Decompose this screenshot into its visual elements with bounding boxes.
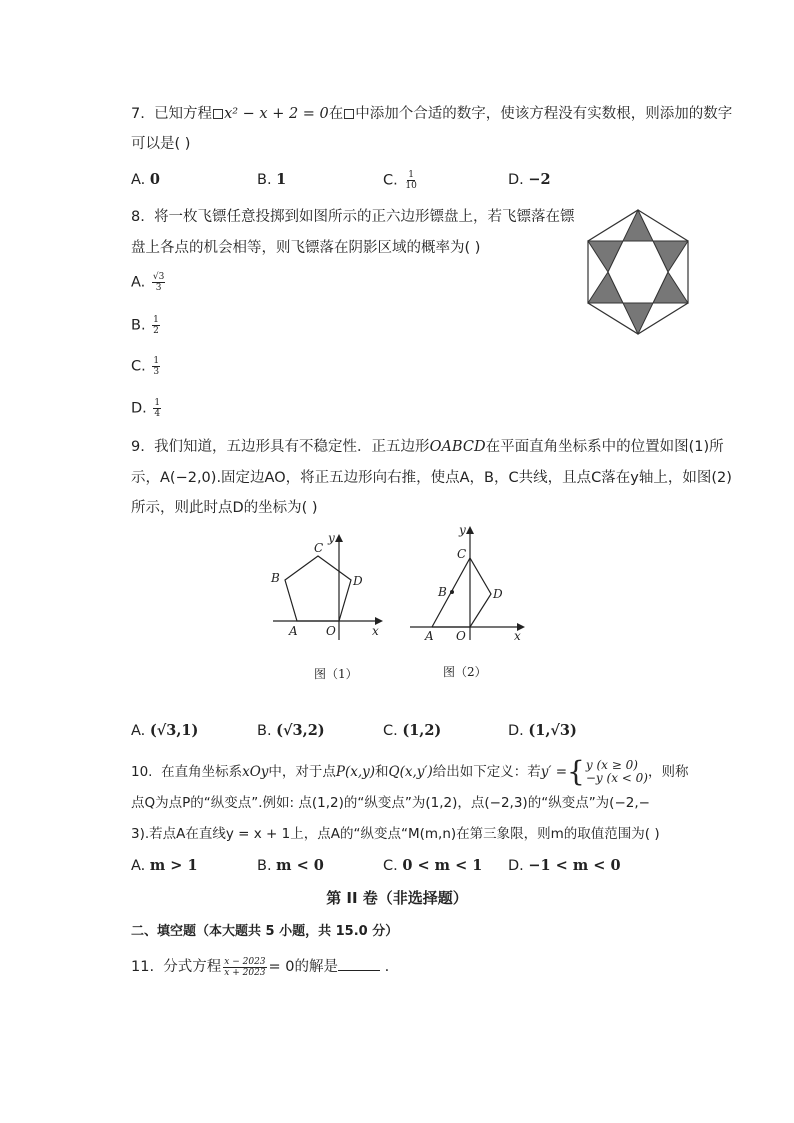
q8-option-c[interactable] xyxy=(131,356,162,377)
q7-text-b: 在 xyxy=(328,106,344,122)
q11-line xyxy=(131,956,389,978)
q10-case-1: y (x ≥ 0) xyxy=(585,758,638,772)
q8-option-a[interactable] xyxy=(131,272,167,293)
q10-option-b[interactable] xyxy=(257,856,324,876)
option-label: B. xyxy=(131,317,146,334)
option-value: m < 0 xyxy=(276,857,324,874)
hexagon-dartboard-figure xyxy=(580,207,696,337)
option-value: 0 xyxy=(149,171,160,188)
q9-figure-1 xyxy=(265,528,390,643)
q9-line1 xyxy=(131,437,724,457)
option-value: −2 xyxy=(528,171,551,188)
q11-text-c: . xyxy=(384,959,390,975)
y-axis-arrow-icon xyxy=(335,534,343,542)
option-label: A. xyxy=(131,723,146,739)
q10-math-3: Q(x,y′) xyxy=(388,764,433,780)
q7-option-d[interactable] xyxy=(508,170,551,190)
q8-option-b[interactable] xyxy=(131,315,162,336)
q10-option-d[interactable] xyxy=(508,856,621,876)
q10-math-1: xOy xyxy=(242,764,269,780)
q11-text-b: = 0的解是 xyxy=(268,959,339,975)
answer-blank[interactable] xyxy=(338,956,380,971)
option-label: C. xyxy=(131,358,146,375)
q11-number: 11. xyxy=(131,959,155,975)
q10-line1 xyxy=(131,755,689,788)
q9-figure-2 xyxy=(404,520,534,645)
option-fraction: $\frac{1}{2}$ xyxy=(153,315,159,336)
q10-text-d: 给出如下定义：若 xyxy=(432,764,541,780)
option-value: (√3,1) xyxy=(149,722,199,739)
label-a: A xyxy=(425,629,434,643)
q10-option-a[interactable] xyxy=(131,856,198,876)
q9-pentagon-name: OABCD xyxy=(429,439,486,455)
option-label: D. xyxy=(131,400,147,417)
q9-fig1-caption: 图（1） xyxy=(314,667,358,681)
point-b-dot xyxy=(450,590,454,594)
option-value: 0 < m < 1 xyxy=(402,857,483,874)
label-x: x xyxy=(514,629,521,643)
label-d: D xyxy=(493,587,503,601)
label-c: C xyxy=(314,541,324,555)
q9-line2: 示，A(−2,0).固定边AO，将正五边形向右推，使点A，B，C共线，且点C落在y轴上，如图(2) xyxy=(131,470,732,486)
label-o: O xyxy=(456,629,466,643)
pentagon-oabcd xyxy=(285,556,351,621)
q10-text-e: ，则称 xyxy=(647,764,689,780)
q10-option-c[interactable] xyxy=(383,856,482,876)
q8-line1 xyxy=(131,207,575,227)
q10-text-c: 和 xyxy=(375,764,389,780)
option-label: D. xyxy=(508,723,524,739)
q11-text-a: 分式方程 xyxy=(163,959,222,975)
label-y: y xyxy=(459,523,466,537)
q10-text-b: 中，对于点 xyxy=(268,764,336,780)
option-label: C. xyxy=(383,172,398,189)
option-value: (1,2) xyxy=(402,722,442,739)
q10-text-a: 在直角坐标系 xyxy=(161,764,243,780)
q7-line2: 可以是( ) xyxy=(131,136,191,152)
label-y: y xyxy=(328,531,335,545)
section2-heading: 二、填空题（本大题共 5 小题，共 15.0 分） xyxy=(131,924,399,939)
label-b: B xyxy=(438,585,447,599)
option-fraction: $\frac{1}{4}$ xyxy=(154,398,161,419)
option-label: A. xyxy=(131,172,146,188)
q11-fraction: $\frac{x - 2023}{x + 2023}$ xyxy=(224,956,266,978)
q7-text-a: 已知方程 xyxy=(154,106,213,122)
option-label: C. xyxy=(383,858,398,874)
label-c: C xyxy=(457,547,467,561)
q7-option-a[interactable] xyxy=(131,170,160,190)
option-label: A. xyxy=(131,274,146,291)
q10-line2: 点Q为点P的“纵变点”.例如: 点(1,2)的“纵变点”为(1,2)，点(−2,3)的“纵变点”为(−2,− xyxy=(131,795,650,811)
label-a: A xyxy=(289,624,298,638)
q7-line1 xyxy=(131,104,732,124)
q9-number: 9. xyxy=(131,439,145,455)
y-axis-arrow-icon xyxy=(466,526,474,534)
label-d: D xyxy=(353,574,363,588)
option-label: C. xyxy=(383,723,398,739)
q9-text-a: 我们知道，五边形具有不稳定性．正五边形 xyxy=(154,439,430,455)
q7-text-c: 中添加个合适的数字，使该方程没有实数根，则添加的数字 xyxy=(355,106,733,122)
q9-option-a[interactable] xyxy=(131,721,198,741)
label-b: B xyxy=(271,571,280,585)
part2-title: 第 II 卷（非选择题） xyxy=(326,889,468,907)
q7-number: 7. xyxy=(131,106,145,122)
q7-option-c[interactable] xyxy=(383,170,420,191)
q9-option-b[interactable] xyxy=(257,721,325,741)
option-value: 1 xyxy=(276,171,287,188)
option-fraction: $\frac{√3}{3}$ xyxy=(152,272,165,293)
q8-line2: 盘上各点的机会相等，则飞镖落在阴影区域的概率为( ) xyxy=(131,240,481,256)
q9-option-d[interactable] xyxy=(508,721,577,741)
q9-fig2-caption: 图（2） xyxy=(443,665,487,679)
option-label: A. xyxy=(131,858,146,874)
label-o: O xyxy=(326,624,336,638)
q10-math-4: y′ = xyxy=(540,764,568,780)
q10-number: 10. xyxy=(131,764,153,780)
option-fraction: $\frac{1}{10}$ xyxy=(405,170,417,191)
blank-box-icon xyxy=(213,109,223,119)
option-label: D. xyxy=(508,858,524,874)
q9-option-c[interactable] xyxy=(383,721,441,741)
option-label: B. xyxy=(257,172,272,188)
q8-option-d[interactable] xyxy=(131,398,163,419)
option-value: (1,√3) xyxy=(528,722,577,739)
blank-box-icon xyxy=(344,109,354,119)
q7-option-b[interactable] xyxy=(257,170,286,190)
q10-piecewise: { y (x ≥ 0) −y (x < 0) xyxy=(567,755,648,788)
option-value: (√3,2) xyxy=(276,722,325,739)
option-fraction: $\frac{1}{3}$ xyxy=(153,356,160,377)
option-label: D. xyxy=(508,172,524,188)
option-label: B. xyxy=(257,858,272,874)
option-value: m > 1 xyxy=(149,857,198,874)
q10-line3: 3).若点A在直线y = x + 1上，点A的“纵变点“M(m,n)在第三象限，则m的取值范围为( ) xyxy=(131,826,660,842)
q9-line3: 所示，则此时点D的坐标为( ) xyxy=(131,500,318,516)
option-value: −1 < m < 0 xyxy=(528,857,621,874)
label-x: x xyxy=(372,624,379,638)
q8-number: 8. xyxy=(131,209,145,225)
q10-case-2: −y (x < 0) xyxy=(585,771,648,785)
q10-math-2: P(x,y) xyxy=(335,764,376,780)
q9-text-b: 在平面直角坐标系中的位置如图(1)所 xyxy=(485,439,724,455)
q7-equation: x² − x + 2 = 0 xyxy=(224,106,329,122)
option-label: B. xyxy=(257,723,272,739)
q8-text1: 将一枚飞镖任意投掷到如图所示的正六边形镖盘上，若飞镖落在镖 xyxy=(154,209,575,225)
